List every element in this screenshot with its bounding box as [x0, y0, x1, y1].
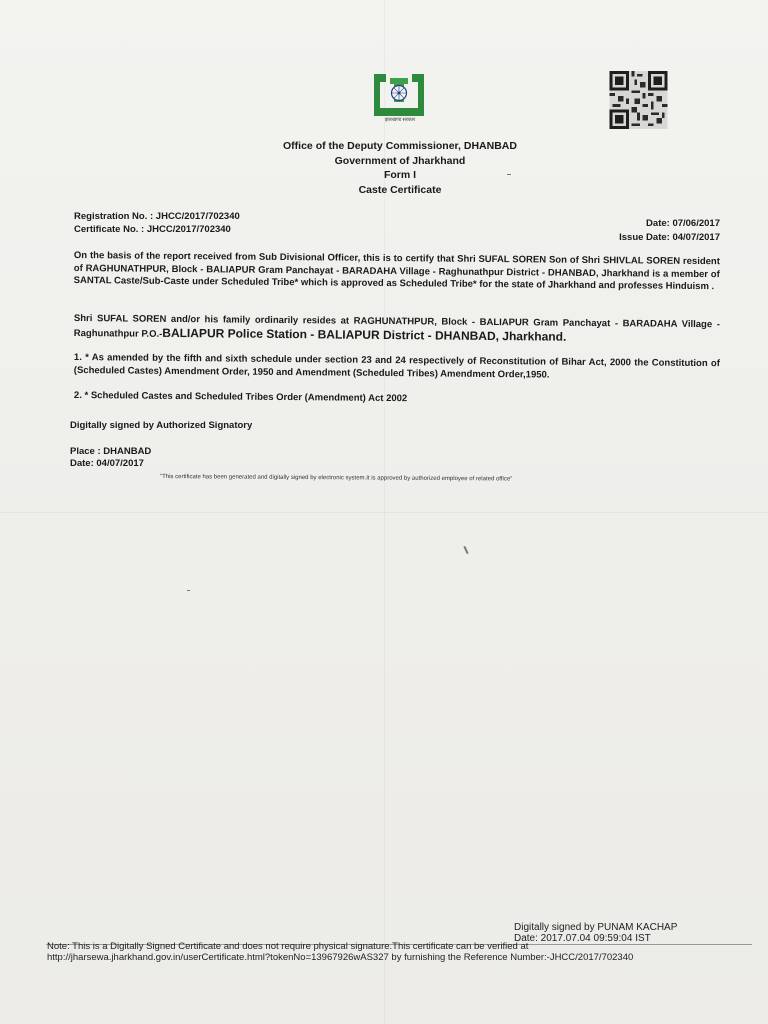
place: Place : DHANBAD [70, 446, 152, 457]
government-title: Government of Jharkhand [334, 155, 466, 167]
issue-date: Issue Date: 04/07/2017 [619, 232, 720, 243]
office-title: Office of the Deputy Commissioner, DHANBAD [283, 140, 517, 152]
amendment-note-2: 2. * Scheduled Castes and Scheduled Tribes Order (Amendment) Act 2002 [73, 390, 408, 405]
amendment-note-1: 1. * As amended by the fifth and sixth schedule under section 23 and 24 respectively of Reconstitution of Bihar Act, 2000 the Constitution of (Scheduled Castes) Amendment Order, 1950 and Amendment (Scheduled Tribes) Amendment Order,1950. [73, 352, 720, 381]
digital-signature-timestamp: Date: 2017.07.04 09:59:04 IST [514, 933, 651, 944]
authorized-signatory: Digitally signed by Authorized Signatory [70, 420, 253, 431]
verification-note: Note: This is a Digitally Signed Certificate and does not require physical signature.This certificate can be verified at [47, 941, 529, 952]
signed-date: Date: 04/07/2017 [70, 458, 144, 469]
emblem-caption: झारखण्ड सरकार [384, 117, 416, 123]
generated-note: "This certificate has been generated and digitally signed by electronic system.It is approved by authorized employee of related office" [159, 474, 513, 483]
qr-code-icon [607, 71, 670, 129]
application-date: Date: 07/06/2017 [646, 218, 720, 229]
residence-paragraph [74, 313, 720, 346]
certificate-number: Certificate No. : JHCC/2017/702340 [74, 224, 231, 235]
paper-speck [187, 590, 190, 591]
certificate-title: Caste Certificate [358, 184, 442, 196]
certification-paragraph: On the basis of the report received from Sub Divisional Officer, this is to certify that Shri SUFAL SOREN Son of Shri SHIVLAL SOREN resident of RAGHUNATHPUR, Block - BALIAPUR Gram Panchayat - BARADAHA Village - Raghunathpur District - DHANBAD, Jharkhand is a member of SANTAL Caste/Sub-Caste under Scheduled Tribe* which is approved as Scheduled Tribe* for the state of Jharkhand and professes Hinduism . [73, 250, 720, 293]
paper-speck [463, 546, 468, 554]
residence-text: Shri SUFAL SOREN and/or his family ordinarily resides at RAGHUNATHPUR, Block - BALIAPUR Gram Panchayat - BARADAHA Village - Raghunathpur P.O.- [73, 313, 720, 340]
digital-signature-name: Digitally signed by PUNAM KACHAP [514, 922, 678, 933]
verification-url: http://jharsewa.jharkhand.gov.in/userCertificate.html?tokenNo=13967926wAS327 by furnishing the Reference Number:-JHCC/2017/702340 [47, 952, 634, 963]
residence-police-district: BALIAPUR Police Station - BALIAPUR District - DHANBAD, Jharkhand. [162, 325, 567, 344]
fold-crease [384, 0, 385, 1024]
paper-speck [507, 174, 511, 175]
registration-number: Registration No. : JHCC/2017/702340 [74, 211, 240, 222]
form-title: Form I [383, 169, 417, 181]
